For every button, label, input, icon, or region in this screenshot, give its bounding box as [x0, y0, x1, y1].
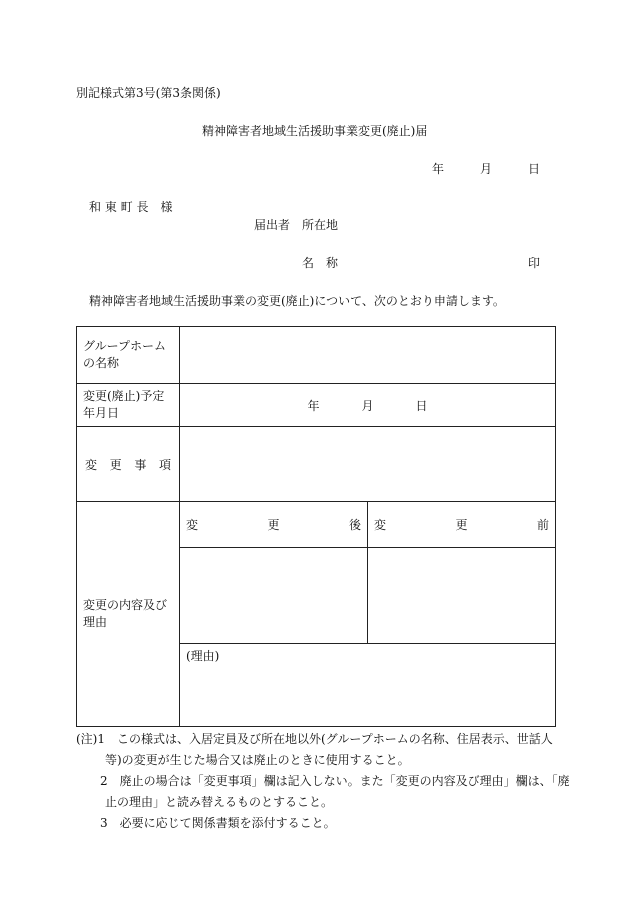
reason-label: (理由) [186, 649, 220, 663]
change-content-label: 変更の内容及び 理由 [77, 502, 180, 727]
before-change-header: 変 更 前 [374, 518, 549, 532]
after-change-field[interactable] [180, 548, 368, 643]
scheduled-month-label: 月 [361, 398, 374, 413]
change-content-row [77, 502, 556, 727]
scheduled-date-row [77, 384, 556, 427]
change-content-cell [180, 502, 556, 727]
application-statement: 精神障害者地域生活援助事業の変更(廃止)について、次のとおり申請します。 [89, 294, 505, 308]
note-1-line-1: (注)1 この様式は、入居定員及び所在地以外(グループホームの名称、住居表示、世話人 [76, 732, 553, 746]
application-table [76, 326, 556, 727]
change-item-row [77, 427, 556, 502]
reason-field[interactable] [180, 644, 555, 726]
scheduled-day-label: 日 [415, 398, 428, 413]
date-day-label: 日 [528, 162, 541, 176]
note-1-line-2: 等)の変更が生じた場合又は廃止のときに使用すること。 [105, 753, 410, 767]
form-title: 精神障害者地域生活援助事業変更(廃止)届 [202, 124, 428, 138]
form-reference: 別記様式第3号(第3条関係) [76, 86, 221, 100]
address-label: 所在地 [302, 218, 339, 232]
scheduled-date-field[interactable] [180, 384, 556, 427]
date-year-label: 年 [432, 162, 445, 176]
note-2-line-2: 止の理由」と読み替えるものとすること。 [105, 795, 334, 809]
name-label: 名 称 [302, 256, 339, 270]
scheduled-date-label: 変更(廃止)予定 年月日 [77, 384, 180, 427]
group-home-label: グループホーム の名称 [77, 327, 180, 384]
applicant-label: 届出者 [254, 218, 291, 232]
note-3: 3 必要に応じて関係書類を添付すること。 [100, 816, 336, 830]
note-2-line-1: 2 廃止の場合は「変更事項」欄は記入しない。また「変更の内容及び理由」欄は、「廃 [100, 774, 570, 788]
date-month-label: 月 [480, 162, 493, 176]
group-home-name-field[interactable] [180, 327, 556, 384]
seal-mark: 印 [528, 256, 541, 270]
before-change-field[interactable] [368, 548, 555, 643]
change-item-field[interactable] [180, 427, 556, 502]
after-change-header: 変 更 後 [180, 502, 368, 547]
scheduled-year-label: 年 [307, 398, 320, 413]
change-item-label: 変 更 事 項 [77, 427, 180, 502]
group-home-row [77, 327, 556, 384]
addressee: 和 東 町 長 様 [89, 200, 173, 214]
